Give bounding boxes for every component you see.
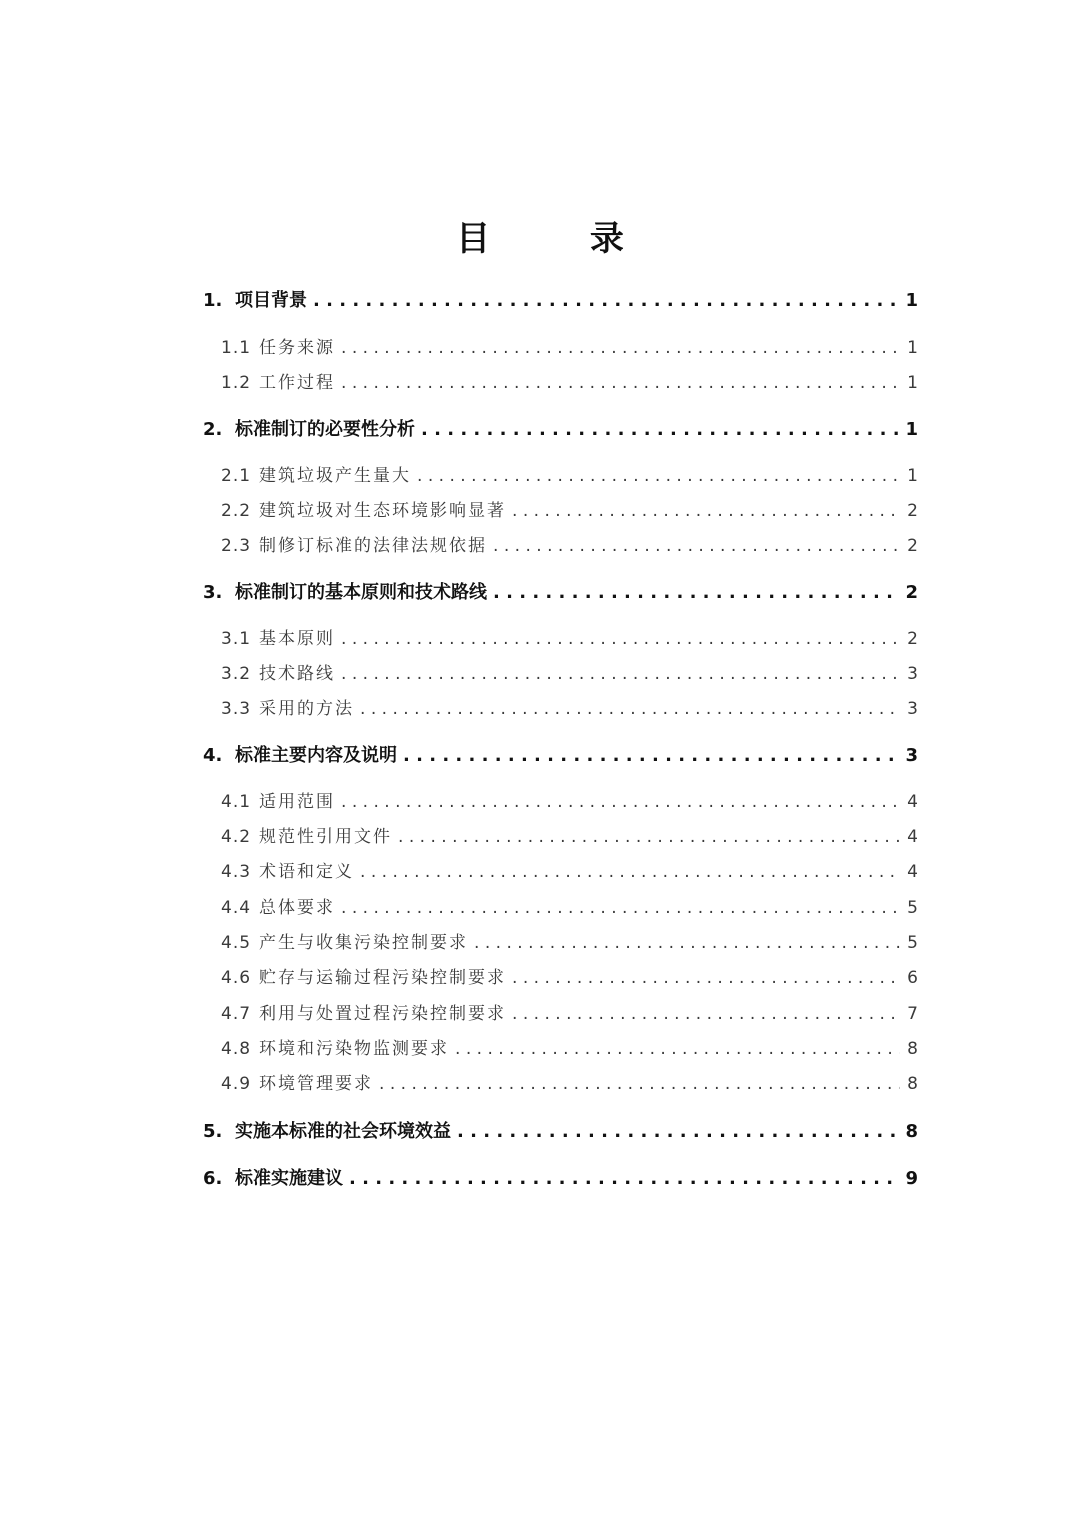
- toc-entry-label: 环境和污染物监测要求: [259, 1039, 450, 1059]
- toc-entry-page: 5: [907, 933, 918, 953]
- toc-entry-page: 9: [905, 1168, 918, 1189]
- toc-entry-page: 2: [907, 536, 918, 556]
- toc-entry-label: 标准主要内容及说明: [235, 745, 397, 766]
- toc-dot-leader: [457, 1119, 899, 1145]
- toc-dot-leader: [417, 464, 900, 488]
- toc-dot-leader: [360, 697, 900, 721]
- toc-dot-leader: [379, 1072, 900, 1096]
- toc-entry-page: 7: [907, 1004, 918, 1024]
- toc-entry-number: 4.6: [221, 968, 252, 988]
- toc-dot-leader: [349, 1166, 899, 1192]
- toc-entry-number: 4.1: [221, 792, 252, 812]
- toc-entry-label: 建筑垃圾对生态环境影响显著: [259, 501, 507, 521]
- toc-entry-page: 8: [905, 1121, 918, 1142]
- toc-entry-number: 6.: [203, 1168, 223, 1189]
- toc-entry-label: 工作过程: [259, 373, 336, 393]
- toc-entry-4-5[interactable]: [221, 931, 918, 955]
- toc-entry-page: 6: [907, 968, 918, 988]
- toc-entry-page: 1: [907, 338, 918, 358]
- toc-entry-4-2[interactable]: [221, 825, 918, 849]
- toc-entry-number: 4.2: [221, 827, 252, 847]
- toc-entry-number: 3.2: [221, 664, 252, 684]
- toc-entry-label: 项目背景: [235, 290, 307, 311]
- toc-entry-1-1[interactable]: [221, 336, 918, 360]
- toc-entry-page: 3: [905, 745, 918, 766]
- toc-entry-label: 建筑垃圾产生量大: [259, 466, 412, 486]
- toc-entry-label: 环境管理要求: [259, 1074, 374, 1094]
- toc-entry-number: 4.4: [221, 898, 252, 918]
- toc-entry-2-2[interactable]: [221, 499, 918, 523]
- toc-entry-label: 规范性引用文件: [259, 827, 393, 847]
- toc-entry-number: 2.3: [221, 536, 252, 556]
- toc-entry-label: 技术路线: [259, 664, 336, 684]
- toc-dot-leader: [341, 336, 900, 360]
- toc-entry-number: 4.: [203, 745, 223, 766]
- toc-entry-3-2[interactable]: [221, 662, 918, 686]
- toc-entry-page: 8: [907, 1074, 918, 1094]
- toc-entry-page: 1: [905, 290, 918, 311]
- toc-entry-label: 利用与处置过程污染控制要求: [259, 1004, 507, 1024]
- toc-title: 目 录: [456, 218, 668, 259]
- toc-entry-4-3[interactable]: [221, 860, 918, 884]
- toc-entry-3-3[interactable]: [221, 697, 918, 721]
- toc-entry-label: 标准制订的必要性分析: [235, 419, 415, 440]
- toc-entry-number: 4.8: [221, 1039, 252, 1059]
- toc-entry-number: 1.2: [221, 373, 252, 393]
- toc-entry-4-1[interactable]: [221, 790, 918, 814]
- toc-entry-page: 2: [907, 501, 918, 521]
- toc-dot-leader: [474, 931, 900, 955]
- toc-entry-5[interactable]: [203, 1119, 918, 1145]
- toc-entry-4[interactable]: [203, 743, 918, 769]
- toc-entry-label: 基本原则: [259, 629, 336, 649]
- toc-entry-4-6[interactable]: [221, 966, 918, 990]
- toc-entry-label: 标准实施建议: [235, 1168, 343, 1189]
- toc-entry-number: 4.9: [221, 1074, 252, 1094]
- toc-dot-leader: [341, 371, 900, 395]
- toc-entry-label: 实施本标准的社会环境效益: [235, 1121, 451, 1142]
- toc-dot-leader: [341, 790, 900, 814]
- toc-entry-label: 任务来源: [259, 338, 336, 358]
- toc-dot-leader: [421, 417, 899, 443]
- toc-dot-leader: [360, 860, 900, 884]
- toc-entry-label: 贮存与运输过程污染控制要求: [259, 968, 507, 988]
- toc-entry-number: 3.: [203, 582, 223, 603]
- toc-entry-2-1[interactable]: [221, 464, 918, 488]
- toc-entry-4-8[interactable]: [221, 1037, 918, 1061]
- toc-entry-number: 4.7: [221, 1004, 252, 1024]
- toc-entry-3-1[interactable]: [221, 627, 918, 651]
- toc-dot-leader: [455, 1037, 900, 1061]
- toc-entry-page: 8: [907, 1039, 918, 1059]
- toc-entry-4-9[interactable]: [221, 1072, 918, 1096]
- toc-dot-leader: [512, 1002, 900, 1026]
- toc-entry-label: 标准制订的基本原则和技术路线: [235, 582, 487, 603]
- toc-dot-leader: [398, 825, 900, 849]
- toc-entry-number: 2.2: [221, 501, 252, 521]
- toc-entry-number: 3.1: [221, 629, 252, 649]
- toc-dot-leader: [512, 499, 900, 523]
- toc-entry-page: 4: [907, 862, 918, 882]
- toc-entry-page: 1: [907, 466, 918, 486]
- toc-entry-page: 1: [907, 373, 918, 393]
- toc-entry-number: 2.1: [221, 466, 252, 486]
- toc-entry-4-4[interactable]: [221, 896, 918, 920]
- toc-entry-label: 采用的方法: [259, 699, 355, 719]
- toc-entry-page: 4: [907, 792, 918, 812]
- toc-entry-number: 3.3: [221, 699, 252, 719]
- toc-entry-6[interactable]: [203, 1166, 918, 1192]
- toc-dot-leader: [512, 966, 900, 990]
- toc-entry-page: 2: [907, 629, 918, 649]
- toc-entry-number: 2.: [203, 419, 223, 440]
- toc-entry-number: 5.: [203, 1121, 223, 1142]
- toc-entry-1-2[interactable]: [221, 371, 918, 395]
- toc-entry-number: 4.5: [221, 933, 252, 953]
- toc-entry-label: 总体要求: [259, 898, 336, 918]
- toc-entry-3[interactable]: [203, 580, 918, 606]
- toc-entry-page: 4: [907, 827, 918, 847]
- toc-entry-2[interactable]: [203, 417, 918, 443]
- toc-entry-number: 4.3: [221, 862, 252, 882]
- toc-entry-number: 1.: [203, 290, 223, 311]
- toc-dot-leader: [341, 662, 900, 686]
- toc-dot-leader: [313, 288, 899, 314]
- toc-entry-number: 1.1: [221, 338, 252, 358]
- toc-dot-leader: [493, 580, 899, 606]
- toc-dot-leader: [403, 743, 899, 769]
- toc-entry-page: 1: [905, 419, 918, 440]
- toc-entry-page: 3: [907, 699, 918, 719]
- toc-entry-1[interactable]: [203, 288, 918, 314]
- toc-dot-leader: [493, 534, 900, 558]
- toc-entry-page: 2: [905, 582, 918, 603]
- toc-entry-4-7[interactable]: [221, 1002, 918, 1026]
- toc-entry-label: 产生与收集污染控制要求: [259, 933, 469, 953]
- toc-entry-2-3[interactable]: [221, 534, 918, 558]
- toc-entry-label: 适用范围: [259, 792, 336, 812]
- toc-entry-page: 3: [907, 664, 918, 684]
- toc-dot-leader: [341, 896, 900, 920]
- toc-entry-label: 术语和定义: [259, 862, 355, 882]
- toc-dot-leader: [341, 627, 900, 651]
- toc-entry-page: 5: [907, 898, 918, 918]
- toc-entry-label: 制修订标准的法律法规依据: [259, 536, 488, 556]
